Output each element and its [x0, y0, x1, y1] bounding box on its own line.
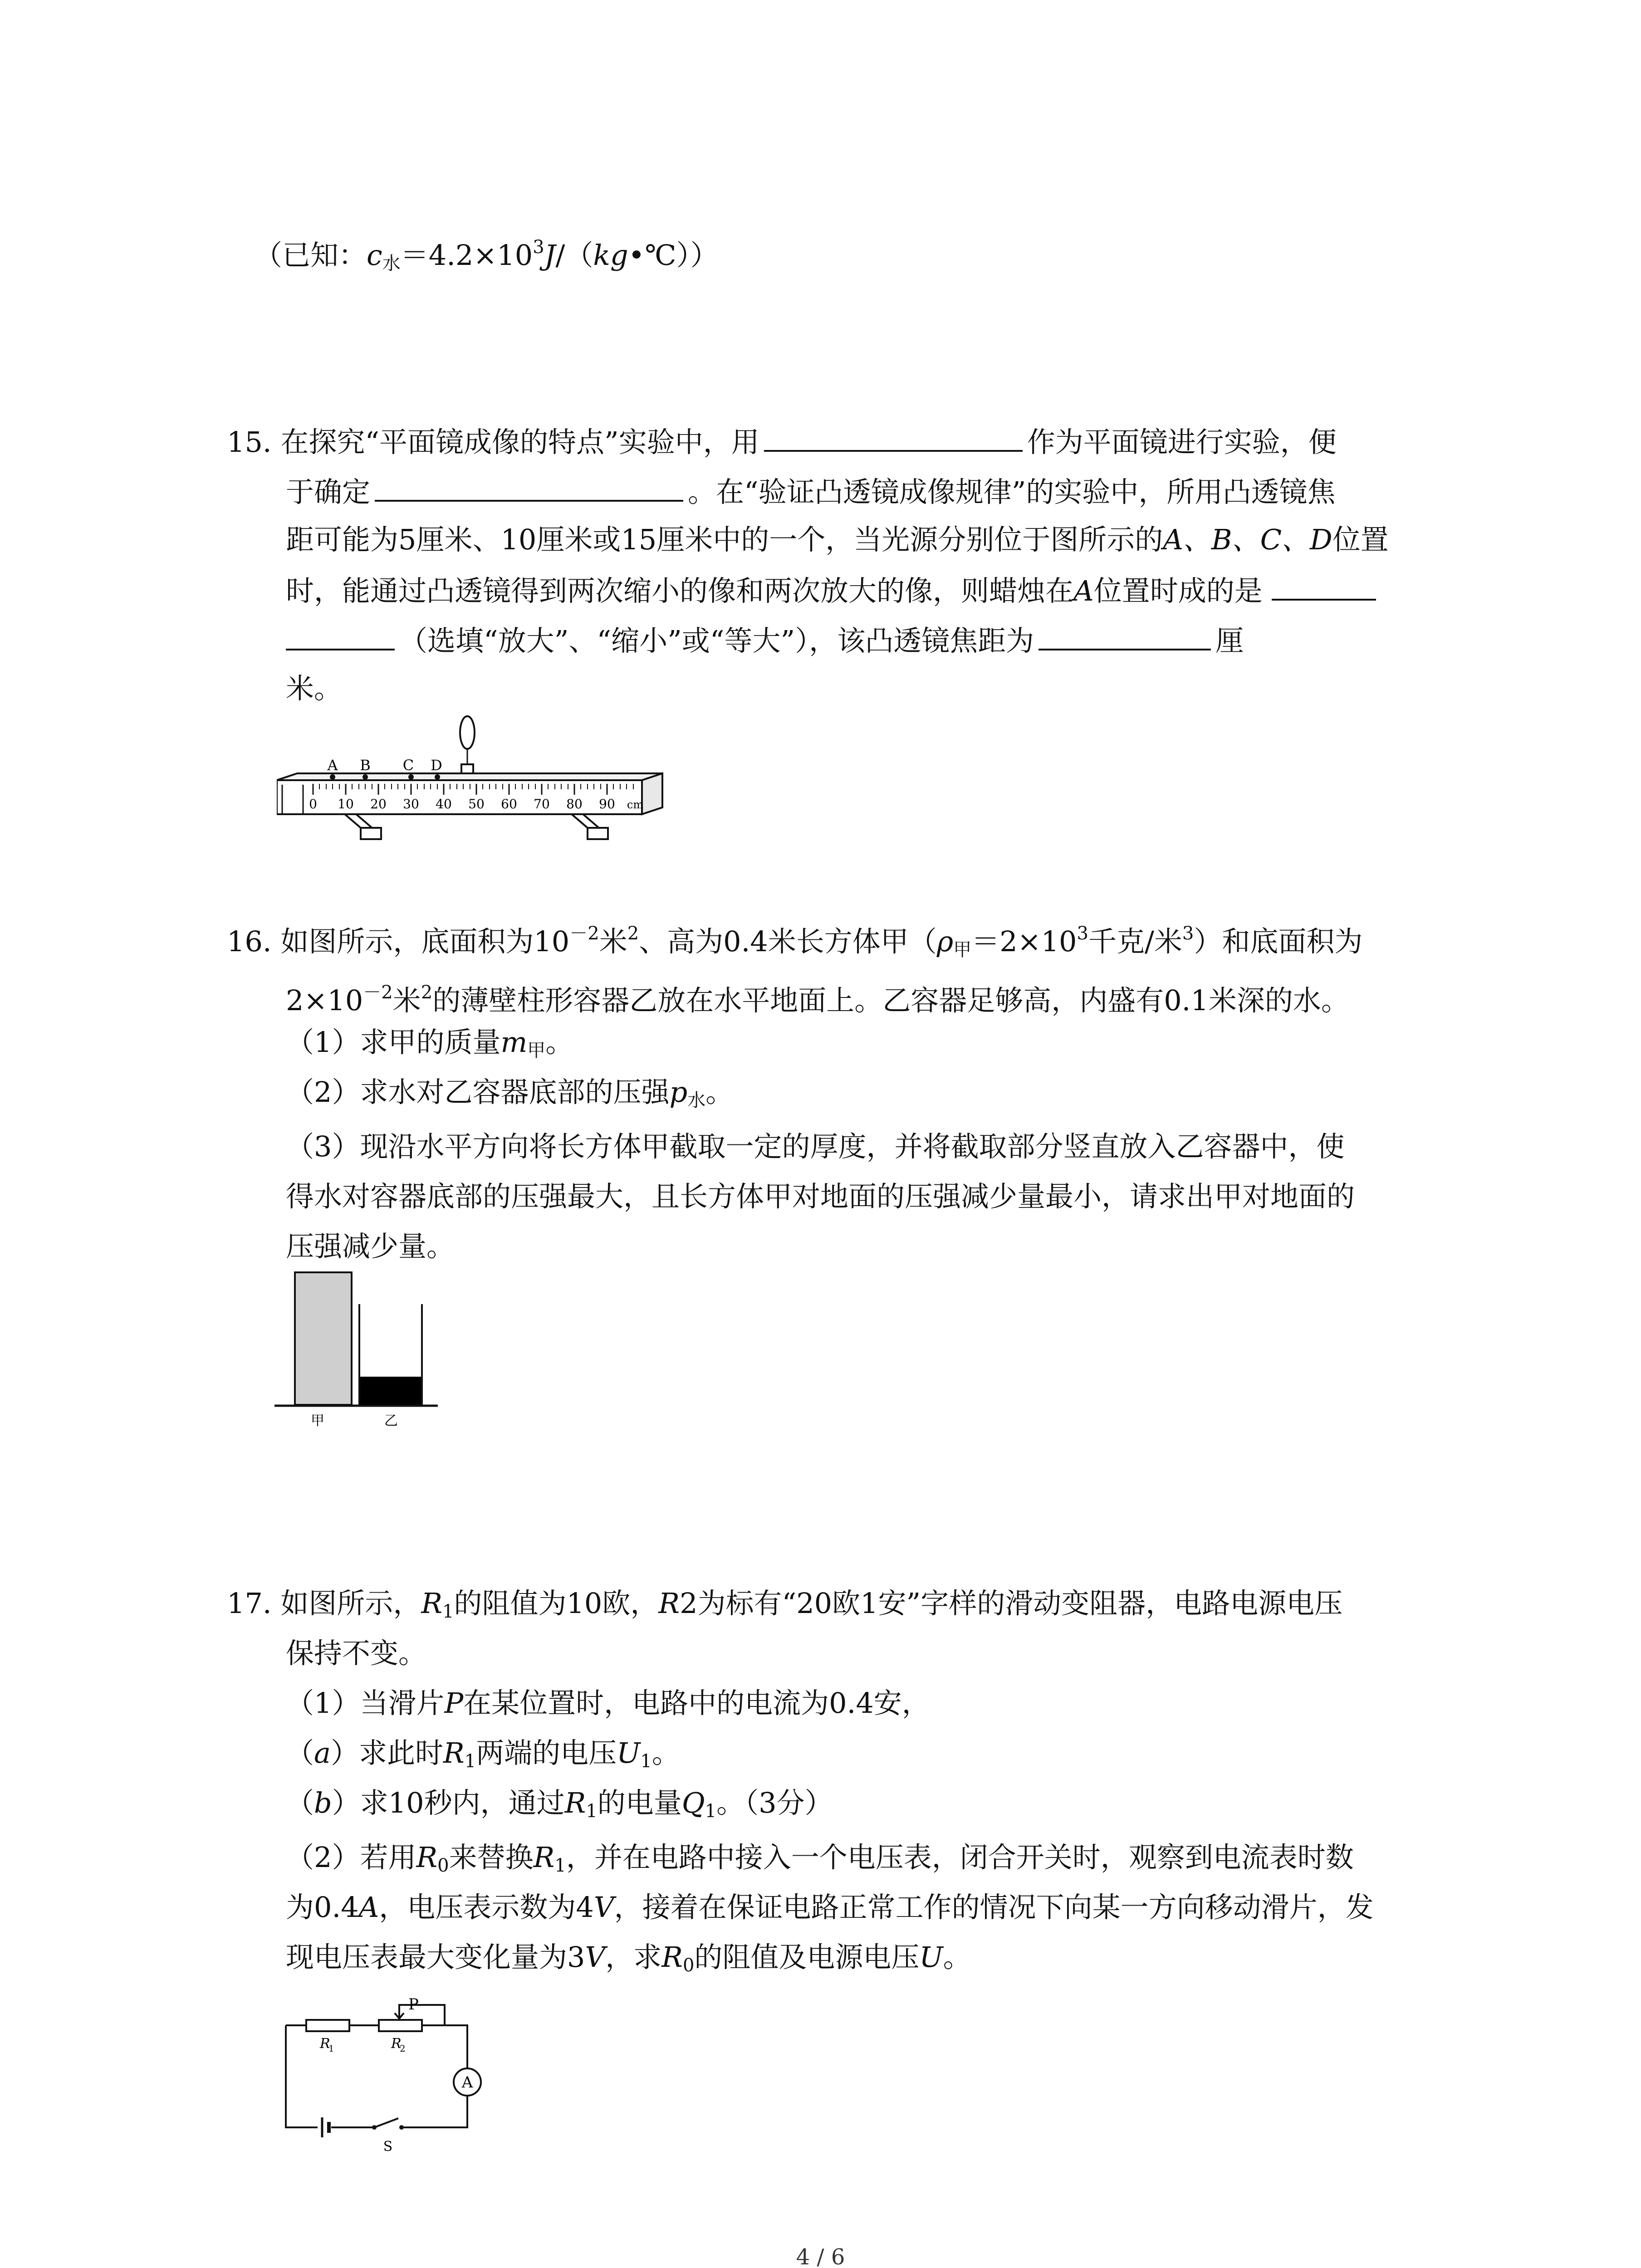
q15-line-6: 米。	[286, 672, 343, 705]
q17-part-2-line-3: 现电压表最大变化量为3V，求$R_0$的阻值及电源电压U。	[286, 1941, 971, 1976]
slider-label-P: P	[408, 1995, 419, 2014]
q17-part-1a: （a）求此时$R_1$两端的电压$U_1$。	[286, 1736, 680, 1772]
tick-label: 90	[599, 797, 615, 811]
q15-line-2: 于确定 。在“验证凸透镜成像规律”的实验中，所用凸透镜焦	[286, 472, 1335, 510]
tick-label: 50	[468, 797, 485, 811]
q17-part-1: （1）当滑片P在某位置时，电路中的电流为0.4安，	[286, 1686, 930, 1720]
tick-label: 80	[566, 797, 583, 811]
q16-line-2: $2\times 10^{-2}$米$^2$的薄壁柱形容器乙放在水平地面上。乙容器足够高，内盛有0.1米深的水。	[286, 982, 1349, 1017]
q15-line-5: （选填“放大”、“缩小”或“等大”），该凸透镜焦距为 厘	[286, 621, 1244, 659]
point-label-B: B	[360, 757, 371, 774]
q16-part-3-line-3: 压强减少量。	[286, 1230, 455, 1263]
bench-end	[642, 773, 662, 814]
tick-label: 20	[370, 797, 387, 811]
q16-part-3-line-1: （3）现沿水平方向将长方体甲截取一定的厚度，并将截取部分竖直放入乙容器中，使	[286, 1130, 1345, 1163]
tick-label: 0	[309, 797, 317, 811]
q16-part-2: （2）求水对乙容器底部的压强$p_水$。	[286, 1075, 734, 1111]
point-label-A: A	[327, 757, 338, 774]
circuit-figure	[272, 1991, 490, 2159]
known-constant-line: （已知：$c_水=4.2\times 10^3J/(kg•℃)$）	[254, 237, 719, 274]
answer-blank-3b[interactable]	[286, 621, 395, 650]
cuboid-jia	[295, 1272, 352, 1405]
ammeter-label: A	[461, 2073, 473, 2092]
svg-text:2: 2	[400, 2043, 406, 2054]
tick-label: 10	[338, 797, 354, 811]
point-label-D: D	[431, 757, 442, 774]
resistor-R1	[306, 2020, 349, 2031]
label-jia: 甲	[311, 1413, 324, 1429]
q15-line-4: 时，能通过凸透镜得到两次缩小的像和两次放大的像，则蜡烛在A位置时成的是	[286, 571, 1376, 609]
answer-blank-2[interactable]	[375, 472, 683, 502]
slider-arrow-icon	[395, 2009, 404, 2019]
tick-label: 70	[534, 797, 550, 811]
q17-line-2: 保持不变。	[286, 1637, 427, 1670]
answer-blank-1[interactable]	[764, 422, 1023, 452]
optical-bench-figure	[277, 712, 676, 862]
q17-part-2-line-1: （2）若用$R_0$来替换$R_1$，并在电路中接入一个电压表，闭合开关时，观察到电流表时数	[286, 1841, 1354, 1876]
answer-blank-3a[interactable]	[1272, 571, 1376, 601]
q15-line-1: 15. 在探究“平面镜成像的特点”实验中，用 作为平面镜进行实验，便	[227, 422, 1337, 460]
label-yi: 乙	[384, 1413, 398, 1429]
q16-part-3-line-2: 得水对容器底部的压强最大，且长方体甲对地面的压强减少量最小，请求出甲对地面的	[286, 1180, 1355, 1213]
q17-part-2-line-2: 为0.4A，电压表示数为4V，接着在保证电路正常工作的情况下向某一方向移动滑片，发	[286, 1891, 1374, 1924]
tick-label: 40	[436, 797, 452, 811]
question-number: 16.	[227, 925, 272, 958]
label-R2: R	[391, 2036, 402, 2052]
unit-label: cm	[627, 798, 644, 811]
answer-blank-4[interactable]	[1038, 621, 1211, 650]
question-number: 15.	[227, 425, 272, 459]
q16-part-1: （1）求甲的质量$m_甲$。	[286, 1026, 574, 1061]
label-R1: R	[320, 2036, 330, 2052]
q15-line-3: 距可能为5厘米、10厘米或15厘米中的一个，当光源分别位于图所示的A、B、C、D位置	[286, 523, 1389, 556]
q17-line-1: 17. 如图所示，$R_1$的阻值为10欧，R2为标有“20欧1安”字样的滑动变阻器，电路电源电压	[227, 1587, 1343, 1622]
switch-label: S	[383, 2139, 393, 2155]
rheostat-R2	[379, 2020, 422, 2031]
q16-line-1: 16. 如图所示，底面积为$10^{-2}$米$^2$、高为0.4米长方体甲（$\rho_甲=2\times 10^3$千克/米$^3$）和底面积为	[227, 923, 1363, 960]
water-in-yi	[360, 1377, 421, 1405]
bench-feet	[345, 814, 608, 839]
tick-label: 60	[501, 797, 517, 811]
question-number: 17.	[227, 1587, 272, 1620]
point-label-C: C	[402, 757, 414, 774]
cuboid-container-figure	[272, 1266, 454, 1447]
page-number: 4 / 6	[796, 2244, 845, 2268]
svg-text:1: 1	[328, 2043, 334, 2054]
q17-part-1b: （b）求10秒内，通过$R_1$的电量$Q_1$。（3分）	[286, 1786, 833, 1822]
tick-label: 30	[403, 797, 419, 811]
switch-blade	[374, 2118, 398, 2127]
